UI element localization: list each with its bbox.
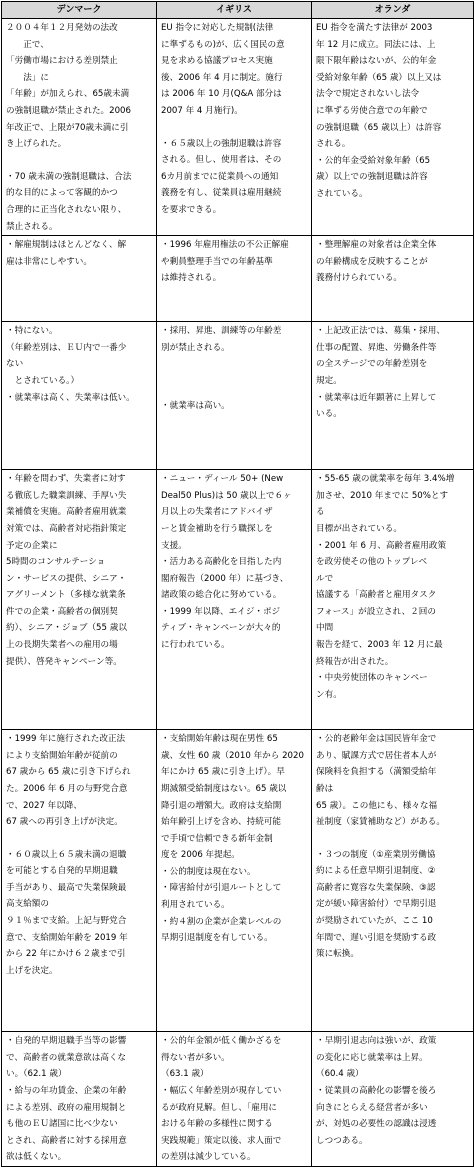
cell-text: ・1996 年雇用権法の不公正解雇 や剰員整理手当での年齢基準 は維持される。 xyxy=(161,240,289,284)
cell-text: EU 指令に対応した規制(法律 に準ずるもの)が、広く国民の意 見を求める協議プロセス実施 後、2006 年 4 月に制定。施行 は 2006 年 10 月(Q&A 部分は 2007 年 4 月施行)。 xyxy=(161,23,285,116)
table-row xyxy=(2,236,474,322)
cell-netherlands xyxy=(312,19,474,236)
cell-uk xyxy=(157,19,312,236)
cell-text: ・公的老齢年金は国民皆年金で あり、賦課方式で居住者本人が 保険料を負担する（満額受給年 齢は 65 歳）。この他にも、様々な福 祉制度（家賃補助など）がある。 xyxy=(316,734,445,828)
cell-text: ・６０歳以上６５歳未満の退職 を可能とする自発的早期退職 手当があり、最高で失業保険最 高支給額の ９１％まで支給。上記与野党合 意で、支給開始年齢を 2019 年 から 22 年にかけ６２歳まで引 上げを決定。 xyxy=(6,849,128,976)
cell-uk xyxy=(157,730,312,1032)
cell-text: ・早期引退志向は強いが、政策 の変化に応じ就業率は上昇。 （60.4 歳） ・従業員の高齢化の影響を後ろ 向きにとらえる経営者が多い が、対処の必要性の認識は浸透 しつつある。 xyxy=(316,1036,437,1146)
cell-denmark xyxy=(2,322,157,470)
cell-text: ・解雇規制はほとんどなく、解 雇は非常にしやすい。 xyxy=(6,240,127,267)
header-uk: イギリス xyxy=(157,2,312,19)
table-row xyxy=(2,19,474,236)
cell-text: ・３つの制度（①産業別労働協 約による任意早期引退制度、② 高齢者に寛容な失業保険、③認 定が緩い障害給付）で早期引退 が奨励されていたが、ここ 10 年間で、遅い引退を奨励する政 策に転換。 xyxy=(316,849,437,960)
cell-text: ・採用、昇進、訓練等の年齢差 別が禁止される。 xyxy=(161,326,282,353)
cell-text: ・上記改正法では、募集・採用、 仕事の配置、昇進、労働条件等 の全ステージでの年齢差別を 規定。 ・就業率は近年顕著に上昇して いる。 xyxy=(316,326,445,420)
table-row xyxy=(2,730,474,1032)
table-row xyxy=(2,1032,474,1167)
cell-text: ・年齢を問わず、失業者に対す る徹底した職業訓練、手厚い失 業補償を実施。高齢者雇用就業 対策では、高齢者対応指針策定 予定の企業に 5時間のコンサルテーショ ン・サービスの提供、シニア・ アグリーメント（多様な就業条 件での企業・高齢者の個別契 約）、シニア・ジョブ（55 歳以 上の長期失業者への雇用の場 提供）、啓発キャンペーン等。 xyxy=(6,474,127,667)
cell-text: EU 指令を満たす法律が 2003 年 12 月に成立。同法には、上 限下限年齢はないが、公的年金 受給対象年齢（65 歳）以上又は 法令で規定されないし法令 に準ずる労使合意での年齢で の強制退職（65 歳以上）は許容 される。 xyxy=(316,23,442,150)
table-row xyxy=(2,322,474,470)
table-row xyxy=(2,470,474,730)
cell-denmark xyxy=(2,1032,157,1167)
cell-text: ・公的年金受給対象年齢（65 歳）以上での強制退職は許容 されている。 xyxy=(316,155,431,199)
cell-text: ・特にない。 （年齢差別は、ＥＵ内で一番少 ない とされている。） ・就業率は高く、失業率は低い。 xyxy=(6,326,135,403)
cell-uk xyxy=(157,236,312,322)
cell-text: ・６５歳以上の強制退職は許容 される。但し、使用者は、その 6カ月前までに従業員への通知 義務を有し、従業員は雇用継続 を要求できる。 xyxy=(161,138,282,215)
cell-text: ２００４年１２月発効の法改 正で、 「労働市場における差別禁止 法」に 「年齢」が加えられ、65歳未満 の強制退職が禁止された。2006 年改正で、上限が70歳未満に引 き上げられた。 xyxy=(6,23,131,150)
cell-denmark xyxy=(2,730,157,1032)
cell-uk xyxy=(157,1032,312,1167)
country-comparison-table xyxy=(1,1,474,1167)
cell-text: ・1999 年に施行された改正法 により支給開始年齢が従前の 67 歳から 65 歳に引き下げられ た。2006 年 6 月の与野党合意 で、2027 年以降、 67 歳への再引き上げが決定。 xyxy=(6,734,131,828)
cell-text: ・整理解雇の対象者は企業全体 の年齢構成を反映することが 義務付けられている。 xyxy=(316,240,437,284)
cell-text: ・55-65 歳の就業率を毎年 3.4%増 加させ、2010 年までに 50%とす る 目標が出されている。 ・2001 年 6 月、高齢者雇用政策 を政労使その他のトップレベ ルで 協議する「高齢者と雇用タスク フォース」が設立され、２回の 中間 報告を経て、2003 年 12 月に最 終報告が出された。 ・中央労使団体のキャンペー ン有。 xyxy=(316,474,455,700)
cell-text: ・公的年金額が低く働かざるを 得ない者が多い。 （63.1 歳） ・幅広く年齢差別が現存してい るが政府見解。但し、「雇用に おける年齢の多様性に関する 実践規範」策定以後、求人面で の差別は減少している。 xyxy=(161,1036,282,1163)
cell-denmark xyxy=(2,236,157,322)
cell-netherlands xyxy=(312,470,474,730)
header-netherlands: オランダ xyxy=(312,2,474,19)
cell-text: ・70 歳未満の強制退職は、合法 的な目的によって客観的かつ 合理的に正当化されない限り、 禁止される。 xyxy=(6,171,132,232)
cell-denmark xyxy=(2,19,157,236)
cell-text: ・ニュー・ディール 50+ (New Deal50 Plus)は 50 歳以上で６ヶ 月以上の失業者にアドバイザ ーと賃金補助を行う職探しを 支援。 ・活力ある高齢化を目指した内 閣府報告（2000 年）に基づき、 諸政策の総合化に努めている。 ・1999 年以降、エイジ・ポジ ティブ・キャンペーンが大々的 に行われている。 xyxy=(161,474,292,651)
cell-netherlands xyxy=(312,730,474,1032)
cell-text: ・就業率は高い。 xyxy=(161,401,230,412)
cell-uk xyxy=(157,470,312,730)
header-denmark: デンマーク xyxy=(2,2,157,19)
cell-denmark xyxy=(2,470,157,730)
cell-netherlands xyxy=(312,322,474,470)
header-row xyxy=(2,2,474,19)
cell-text: ・支給開始年齢は現在男性 65 歳、女性 60 歳（2010 年から 2020 年にかけ 65 歳に引き上げ）。早 期減額受給制度はない。65 歳以 降引退の増額大。政府は支給開 始年齢引上げを含め、持続可能 で手頃で信頼できる新年金制 度を 2006 年提起。 ・公的制度は現在ない。 ・障害給付が引退ルートとして 利用されている。 ・約４割の企業が企業レベルの 早期引退制度を有している。 xyxy=(161,734,304,944)
cell-netherlands xyxy=(312,1032,474,1167)
cell-text: ・自発的早期退職手当等の影響 で、高齢者の就業意欲は高くな い。（62.1 歳） ・給与の年功賃金、企業の年齢 による差別、政府の雇用規制と も他のＥＵ諸国に比べ少ない とされ、高齢者に対する採用意 欲は低くない。 xyxy=(6,1036,127,1163)
cell-uk xyxy=(157,322,312,470)
cell-netherlands xyxy=(312,236,474,322)
